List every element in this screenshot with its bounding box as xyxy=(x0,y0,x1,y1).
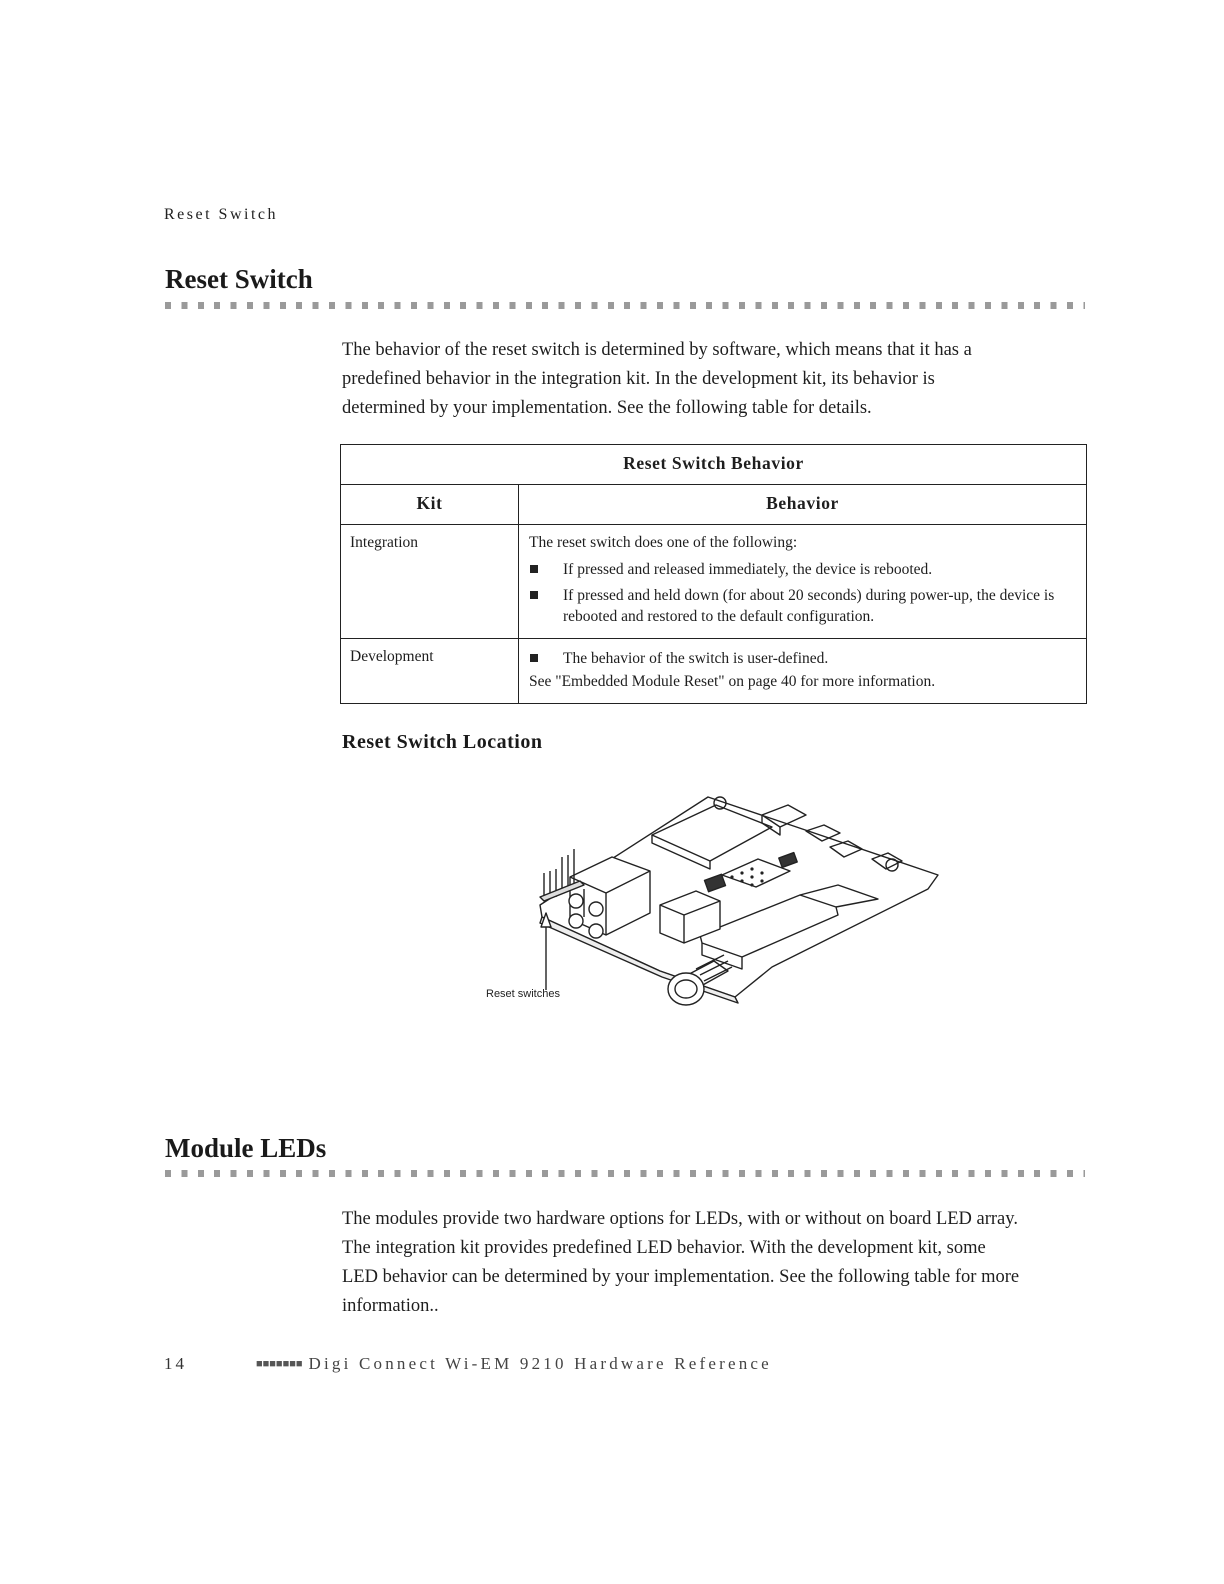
section-title-reset-switch: Reset Switch xyxy=(165,264,313,294)
intro-line: The behavior of the reset switch is determined by software, which means that it has a xyxy=(342,340,972,360)
intro-line: determined by your implementation. See the following table for details. xyxy=(342,398,872,418)
reset-switch-intro xyxy=(342,336,1087,423)
list-item-text: If pressed and released immediately, the device is rebooted. xyxy=(563,561,933,578)
board-illustration xyxy=(480,785,950,1015)
kit-cell: Integration xyxy=(341,525,519,639)
figure-label-reset-switches: Reset switches xyxy=(486,988,560,1000)
list-item-text: If pressed and held down (for about 20 seconds) during power-up, the device is rebooted and restored to the default configuration. xyxy=(563,587,1055,625)
list-item xyxy=(529,648,1077,669)
footer-title xyxy=(256,1354,772,1374)
subsection-title-reset-switch-location: Reset Switch Location xyxy=(342,731,543,753)
column-header-behavior: Behavior xyxy=(519,485,1087,525)
list-item xyxy=(529,559,1077,580)
bullet-square-icon xyxy=(530,565,538,573)
bullet-square-icon xyxy=(530,591,538,599)
table-row xyxy=(341,639,1087,704)
kit-cell: Development xyxy=(341,639,519,704)
column-header-kit: Kit xyxy=(341,485,519,525)
page-number: 14 xyxy=(164,1354,187,1373)
bullet-square-icon xyxy=(530,654,538,662)
table-row xyxy=(341,525,1087,639)
list-item-text: The behavior of the switch is user-defined. xyxy=(563,650,829,667)
dotted-rule xyxy=(165,1170,1085,1177)
section-title-module-leds: Module LEDs xyxy=(165,1133,327,1163)
intro-line: The integration kit provides predefined LED behavior. With the development kit, some xyxy=(342,1238,986,1258)
running-head: Reset Switch xyxy=(164,206,278,223)
intro-line: information.. xyxy=(342,1296,439,1316)
behavior-cell xyxy=(519,639,1087,704)
table-caption: Reset Switch Behavior xyxy=(341,445,1087,485)
behavior-cell xyxy=(519,525,1087,639)
behavior-intro: The reset switch does one of the following: xyxy=(529,534,798,551)
intro-line: LED behavior can be determined by your implementation. See the following table for more xyxy=(342,1267,1020,1287)
reset-switch-behavior-table xyxy=(340,444,1087,704)
module-leds-intro xyxy=(342,1205,1087,1321)
dotted-rule xyxy=(165,302,1085,309)
footer-squares-icon: ■■■■■■■ xyxy=(256,1358,303,1370)
intro-line: The modules provide two hardware options for LEDs, with or without on board LED array. xyxy=(342,1209,1018,1229)
footer-doc-title: Digi Connect Wi-EM 9210 Hardware Reference xyxy=(308,1354,772,1373)
intro-line: predefined behavior in the integration kit. In the development kit, its behavior is xyxy=(342,369,935,389)
behavior-note: See "Embedded Module Reset" on page 40 for more information. xyxy=(529,673,936,690)
list-item xyxy=(529,585,1077,627)
